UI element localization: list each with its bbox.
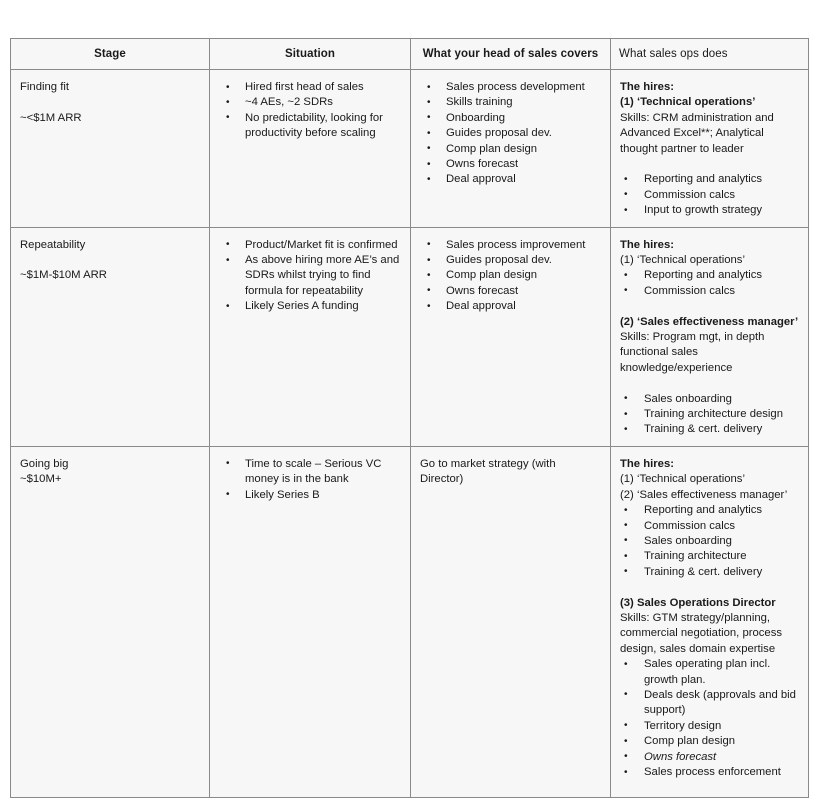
hire-1-title: (1) ‘Technical operations’ — [620, 254, 745, 267]
hire-1-responsibilities-list — [620, 268, 803, 299]
cell-head-of-sales-row3 — [411, 446, 611, 797]
list-item: • Commission calcs — [620, 519, 803, 534]
sales-ops-heading: The hires: — [620, 238, 674, 251]
header-cell-head-of-sales — [411, 39, 611, 70]
list-item: • Comp plan design — [419, 142, 602, 157]
spacer — [620, 299, 803, 314]
list-item: • Onboarding — [419, 111, 602, 126]
column-header-sales-ops: What sales ops does — [619, 48, 728, 60]
head-of-sales-list — [419, 238, 602, 315]
list-item: • Input to growth strategy — [620, 203, 803, 218]
list-item: • Sales operating plan incl. growth plan. — [620, 657, 803, 688]
list-item: • Comp plan design — [620, 734, 803, 749]
hire-2-title: (2) ‘Sales effectiveness manager’ — [620, 488, 788, 501]
list-item: • Training architecture design — [620, 407, 803, 422]
header-cell-stage — [11, 39, 210, 70]
cell-sales-ops-row3 — [611, 446, 809, 797]
cell-sales-ops-row2 — [611, 227, 809, 446]
situation-list — [218, 457, 402, 503]
list-item: • Sales process improvement — [419, 238, 602, 253]
list-item: • Likely Series A funding — [218, 299, 402, 314]
list-item: • Sales process enforcement — [620, 765, 803, 780]
header-cell-situation — [210, 39, 411, 70]
hire-3-title: (3) Sales Operations Director — [620, 596, 776, 609]
spacer — [20, 95, 201, 110]
list-item: • Hired first head of sales — [218, 80, 402, 95]
cell-stage-row3 — [11, 446, 210, 797]
column-header-head-of-sales: What your head of sales covers — [422, 48, 599, 60]
cell-stage-row1 — [11, 70, 210, 228]
list-item: • Likely Series B — [218, 488, 402, 503]
stage-name: Finding fit — [20, 81, 69, 93]
hire-2-responsibilities-list — [620, 392, 803, 438]
cell-head-of-sales-row2 — [411, 227, 611, 446]
sales-ops-heading: The hires: — [620, 457, 674, 470]
table-row — [11, 227, 809, 446]
list-item: • Commission calcs — [620, 284, 803, 299]
list-item: • Time to scale – Serious VC money is in the bank — [218, 457, 402, 488]
stage-name: Repeatability — [20, 238, 86, 251]
head-of-sales-text: Go to market strategy (with Director) — [420, 457, 556, 486]
spacer — [620, 580, 803, 595]
list-item: • No predictability, looking for productivity before scaling — [218, 111, 402, 142]
list-item: • Reporting and analytics — [620, 268, 803, 283]
cell-stage-row2 — [11, 227, 210, 446]
list-item: • As above hiring more AE’s and SDRs whilst trying to find formula for repeatability — [218, 253, 402, 299]
list-item: • Training architecture — [620, 549, 803, 564]
spacer — [20, 253, 201, 268]
hire-1-title: (1) ‘Technical operations’ — [620, 473, 745, 486]
table-row — [11, 70, 809, 228]
cell-situation-row2 — [210, 227, 411, 446]
stage-name: Going big — [20, 457, 69, 470]
list-item: • Sales onboarding — [620, 392, 803, 407]
list-item: • Training & cert. delivery — [620, 422, 803, 437]
list-item: • Skills training — [419, 95, 602, 110]
list-item: • Territory design — [620, 719, 803, 734]
list-item: • Owns forecast — [419, 284, 602, 299]
list-item: • Owns forecast — [620, 750, 803, 765]
list-item: • Guides proposal dev. — [419, 253, 602, 268]
situation-list — [218, 80, 402, 142]
list-item: • Sales onboarding — [620, 534, 803, 549]
list-item: • Deal approval — [419, 172, 602, 187]
column-header-situation: Situation — [284, 48, 336, 60]
list-item: • Training & cert. delivery — [620, 565, 803, 580]
hire-1-skills: Skills: CRM administration and Advanced Excel**; Analytical thought partner to leader — [620, 111, 774, 155]
list-item: • Reporting and analytics — [620, 172, 803, 187]
hire-2-title: (2) ‘Sales effectiveness manager’ — [620, 315, 799, 328]
hire-1-title: (1) ‘Technical operations’ — [620, 96, 756, 109]
stage-arr: ~<$1M ARR — [20, 111, 82, 124]
combined-responsibilities-list — [620, 503, 803, 580]
cell-situation-row3 — [210, 446, 411, 797]
situation-list — [218, 238, 402, 315]
list-item: • Guides proposal dev. — [419, 126, 602, 141]
list-item: • Comp plan design — [419, 268, 602, 283]
table-row — [11, 446, 809, 797]
sales-ops-heading: The hires: — [620, 81, 674, 93]
list-item: • ~4 AEs, ~2 SDRs — [218, 95, 402, 110]
stage-arr: ~$1M-$10M ARR — [20, 269, 107, 282]
hire-3-skills: Skills: GTM strategy/planning, commercial negotiation, process design, sales domain expertise — [620, 611, 782, 655]
spacer — [620, 376, 803, 391]
hire-2-skills: Skills: Program mgt, in depth functional sales knowledge/experience — [620, 331, 765, 374]
cell-sales-ops-row1 — [611, 70, 809, 228]
list-item: • Owns forecast — [419, 157, 602, 172]
column-header-stage: Stage — [94, 48, 126, 60]
table-header-row — [11, 39, 809, 70]
head-of-sales-list — [419, 80, 602, 188]
list-item: • Reporting and analytics — [620, 503, 803, 518]
hire-3-responsibilities-list — [620, 657, 803, 780]
spacer — [620, 157, 803, 172]
list-item: • Commission calcs — [620, 188, 803, 203]
stage-arr: ~$10M+ — [20, 473, 62, 486]
list-item: • Sales process development — [419, 80, 602, 95]
list-item: • Deals desk (approvals and bid support) — [620, 688, 803, 719]
cell-situation-row1 — [210, 70, 411, 228]
list-item: • Deal approval — [419, 299, 602, 314]
list-item: • Product/Market fit is confirmed — [218, 238, 402, 253]
cell-head-of-sales-row1 — [411, 70, 611, 228]
hire-1-responsibilities-list — [620, 172, 803, 218]
header-cell-sales-ops — [611, 39, 809, 70]
sales-ops-maturity-table — [10, 38, 809, 798]
